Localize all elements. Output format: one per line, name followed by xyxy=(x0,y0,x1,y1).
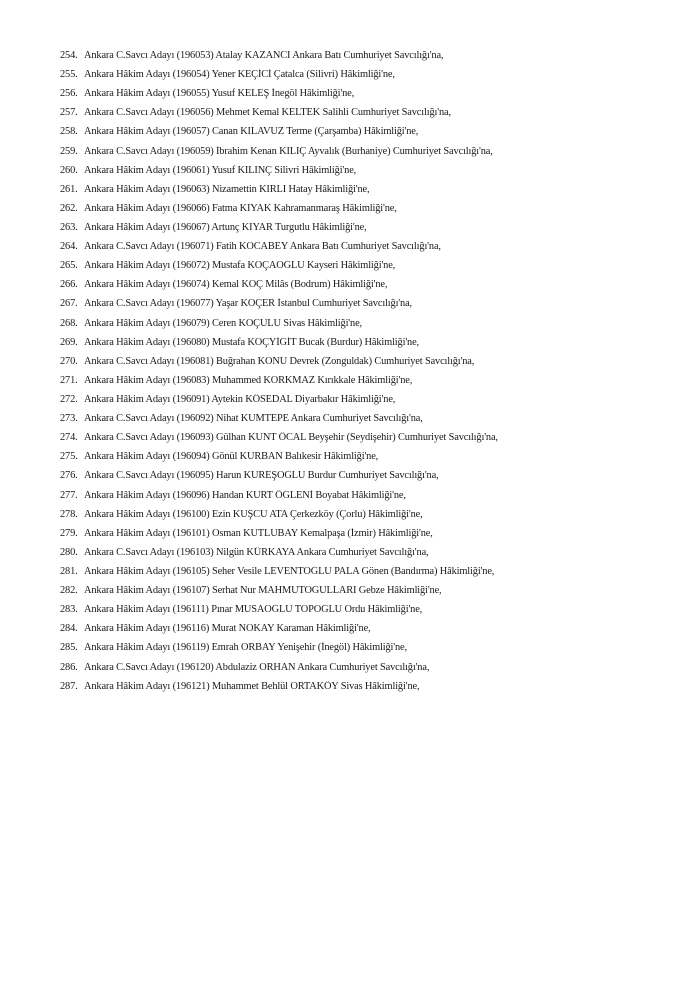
entry-text: Ankara Hâkim Adayı (196116) Murat NOKAY Karaman Hâkimliği'ne, xyxy=(84,623,371,635)
entry-number: 274. xyxy=(60,432,78,444)
entry-number: 284. xyxy=(60,623,78,635)
entry-text: Ankara Hâkim Adayı (196061) Yusuf KILINÇ Silivri Hâkimliği'ne, xyxy=(84,164,357,176)
entry-text: Ankara Hâkim Adayı (196091) Aytekin KÖSEDAL Diyarbakır Hâkimliği'ne, xyxy=(84,393,396,405)
entry-text: Ankara C.Savcı Adayı (196103) Nilgün KÜRKAYA Ankara Cumhuriyet Savcılığı'na, xyxy=(84,546,429,558)
entry-text: Ankara C.Savcı Adayı (196053) Atalay KAZANCI Ankara Batı Cumhuriyet Savcılığı'na, xyxy=(84,50,444,61)
list-item xyxy=(60,528,680,547)
entry-text: Ankara C.Savcı Adayı (196056) Mehmet Kemal KELTEK Salihli Cumhuriyet Savcılığı'na, xyxy=(84,107,451,119)
list-item xyxy=(60,509,680,528)
list-item xyxy=(60,585,680,604)
entry-number: 278. xyxy=(60,508,78,520)
list-item xyxy=(60,681,680,700)
entry-number: 263. xyxy=(60,221,78,233)
entry-number: 266. xyxy=(60,279,78,291)
entry-text: Ankara Hâkim Adayı (196083) Muhammed KORKMAZ Kırıkkale Hâkimliği'ne, xyxy=(84,374,413,386)
entry-number: 283. xyxy=(60,604,78,616)
entry-number: 281. xyxy=(60,565,78,577)
entry-number: 285. xyxy=(60,642,78,654)
entry-number: 280. xyxy=(60,546,78,558)
list-item xyxy=(60,50,680,69)
entry-number: 272. xyxy=(60,393,78,405)
list-item xyxy=(60,279,680,298)
entry-text: Ankara C.Savcı Adayı (196059) İbrahim Kenan KILIÇ Ayvalık (Burhaniye) Cumhuriyet Savcılığı'na, xyxy=(84,145,493,157)
list-item xyxy=(60,451,680,470)
entry-text: Ankara Hâkim Adayı (196100) Ezin KUŞCU ATA Çerkezköy (Çorlu) Hâkimliği'ne, xyxy=(84,508,423,520)
entry-text: Ankara Hâkim Adayı (196080) Mustafa KOÇYİĞİT Bucak (Burdur) Hâkimliği'ne, xyxy=(84,336,419,348)
list-item xyxy=(60,318,680,337)
list-item xyxy=(60,470,680,489)
list-item xyxy=(60,222,680,241)
entry-number: 267. xyxy=(60,298,78,310)
entry-number: 261. xyxy=(60,183,78,195)
list-item xyxy=(60,146,680,165)
entry-text: Ankara C.Savcı Adayı (196081) Buğrahan KONU Devrek (Zonguldak) Cumhuriyet Savcılığı'na, xyxy=(84,355,475,367)
entry-text: Ankara C.Savcı Adayı (196093) Gülhan KUNT ÖCAL Beyşehir (Seydişehir) Cumhuriyet Savcılığı'na, xyxy=(84,432,498,444)
list-item xyxy=(60,642,680,661)
list-item xyxy=(60,126,680,145)
list-item xyxy=(60,241,680,260)
entry-text: Ankara Hâkim Adayı (196063) Nizamettin KIRLI Hatay Hâkimliği'ne, xyxy=(84,183,370,195)
list-item xyxy=(60,490,680,509)
entry-number: 277. xyxy=(60,489,78,501)
entry-text: Ankara Hâkim Adayı (196101) Osman KUTLUBAY Kemalpaşa (İzmir) Hâkimliği'ne, xyxy=(84,527,433,539)
entry-text: Ankara Hâkim Adayı (196074) Kemal KOÇ Milâs (Bodrum) Hâkimliği'ne, xyxy=(84,279,388,291)
entry-number: 257. xyxy=(60,107,78,119)
entry-text: Ankara Hâkim Adayı (196057) Canan KILAVUZ Terme (Çarşamba) Hâkimliği'ne, xyxy=(84,126,419,138)
entry-number: 286. xyxy=(60,661,78,673)
entry-number: 259. xyxy=(60,145,78,157)
entry-number: 270. xyxy=(60,355,78,367)
list-item xyxy=(60,413,680,432)
entry-text: Ankara Hâkim Adayı (196094) Gönül KURBAN Balıkesir Hâkimliği'ne, xyxy=(84,451,379,463)
entry-text: Ankara Hâkim Adayı (196072) Mustafa KOÇAOĞLU Kayseri Hâkimliği'ne, xyxy=(84,260,396,272)
list-item xyxy=(60,203,680,222)
entry-number: 260. xyxy=(60,164,78,176)
list-item xyxy=(60,165,680,184)
entry-number: 258. xyxy=(60,126,78,138)
entry-text: Ankara C.Savcı Adayı (196120) Abdulaziz ORHAN Ankara Cumhuriyet Savcılığı'na, xyxy=(84,661,430,673)
entry-text: Ankara Hâkim Adayı (196079) Ceren KOÇULU Sivas Hâkimliği'ne, xyxy=(84,317,362,329)
entry-text: Ankara Hâkim Adayı (196119) Emrah ORBAY Yenişehir (İnegöl) Hâkimliği'ne, xyxy=(84,642,407,654)
list-item xyxy=(60,604,680,623)
entry-number: 268. xyxy=(60,317,78,329)
entry-number: 287. xyxy=(60,680,78,692)
entry-number: 282. xyxy=(60,585,78,597)
list-item xyxy=(60,375,680,394)
entry-text: Ankara Hâkim Adayı (196107) Serhat Nur MAHMUTOĞULLARI Gebze Hâkimliği'ne, xyxy=(84,585,442,597)
list-item xyxy=(60,260,680,279)
entry-text: Ankara C.Savcı Adayı (196095) Harun KUREŞOĞLU Burdur Cumhuriyet Savcılığı'na, xyxy=(84,470,439,482)
entry-number: 271. xyxy=(60,374,78,386)
entry-number: 256. xyxy=(60,88,78,100)
list-item xyxy=(60,298,680,317)
entry-text: Ankara C.Savcı Adayı (196071) Fatih KOCABEY Ankara Batı Cumhuriyet Savcılığı'na, xyxy=(84,241,441,253)
entry-text: Ankara Hâkim Adayı (196096) Handan KURT ÖĞLENİ Boyabat Hâkimliği'ne, xyxy=(84,489,406,501)
list-item xyxy=(60,69,680,88)
list-item xyxy=(60,184,680,203)
entry-number: 279. xyxy=(60,527,78,539)
list-item xyxy=(60,337,680,356)
entry-number: 265. xyxy=(60,260,78,272)
list-item xyxy=(60,394,680,413)
list-item xyxy=(60,356,680,375)
entry-number: 275. xyxy=(60,451,78,463)
entry-number: 262. xyxy=(60,202,78,214)
entry-text: Ankara C.Savcı Adayı (196077) Yaşar KOÇER İstanbul Cumhuriyet Savcılığı'na, xyxy=(84,298,412,310)
entry-number: 255. xyxy=(60,69,78,81)
entry-number: 254. xyxy=(60,50,78,61)
list-item xyxy=(60,88,680,107)
entry-number: 269. xyxy=(60,336,78,348)
list-item xyxy=(60,662,680,681)
entry-number: 273. xyxy=(60,413,78,425)
entry-text: Ankara Hâkim Adayı (196066) Fatma KIYAK Kahramanmaraş Hâkimliği'ne, xyxy=(84,202,397,214)
entry-text: Ankara Hâkim Adayı (196121) Muhammet Behlül ORTAKÖY Sivas Hâkimliği'ne, xyxy=(84,680,420,692)
entry-text: Ankara Hâkim Adayı (196111) Pınar MUSAOĞLU TOPOĞLU Ordu Hâkimliği'ne, xyxy=(84,604,423,616)
entry-number: 276. xyxy=(60,470,78,482)
list-item xyxy=(60,566,680,585)
entry-text: Ankara Hâkim Adayı (196055) Yusuf KELEŞ İnegöl Hâkimliği'ne, xyxy=(84,88,355,100)
entry-number: 264. xyxy=(60,241,78,253)
entry-text: Ankara Hâkim Adayı (196105) Seher Vesile LEVENTOĞLU PALA Gönen (Bandırma) Hâkimliği'ne, xyxy=(84,565,495,577)
entry-text: Ankara Hâkim Adayı (196054) Yener KEÇİCİ Çatalca (Silivri) Hâkimliği'ne, xyxy=(84,69,395,81)
list-item xyxy=(60,623,680,642)
entry-text: Ankara Hâkim Adayı (196067) Artunç KIYAR Turgutlu Hâkimliği'ne, xyxy=(84,221,367,233)
list-item xyxy=(60,107,680,126)
appointment-list xyxy=(60,50,680,700)
entry-text: Ankara C.Savcı Adayı (196092) Nihat KUMTEPE Ankara Cumhuriyet Savcılığı'na, xyxy=(84,413,423,425)
list-item xyxy=(60,547,680,566)
list-item xyxy=(60,432,680,451)
